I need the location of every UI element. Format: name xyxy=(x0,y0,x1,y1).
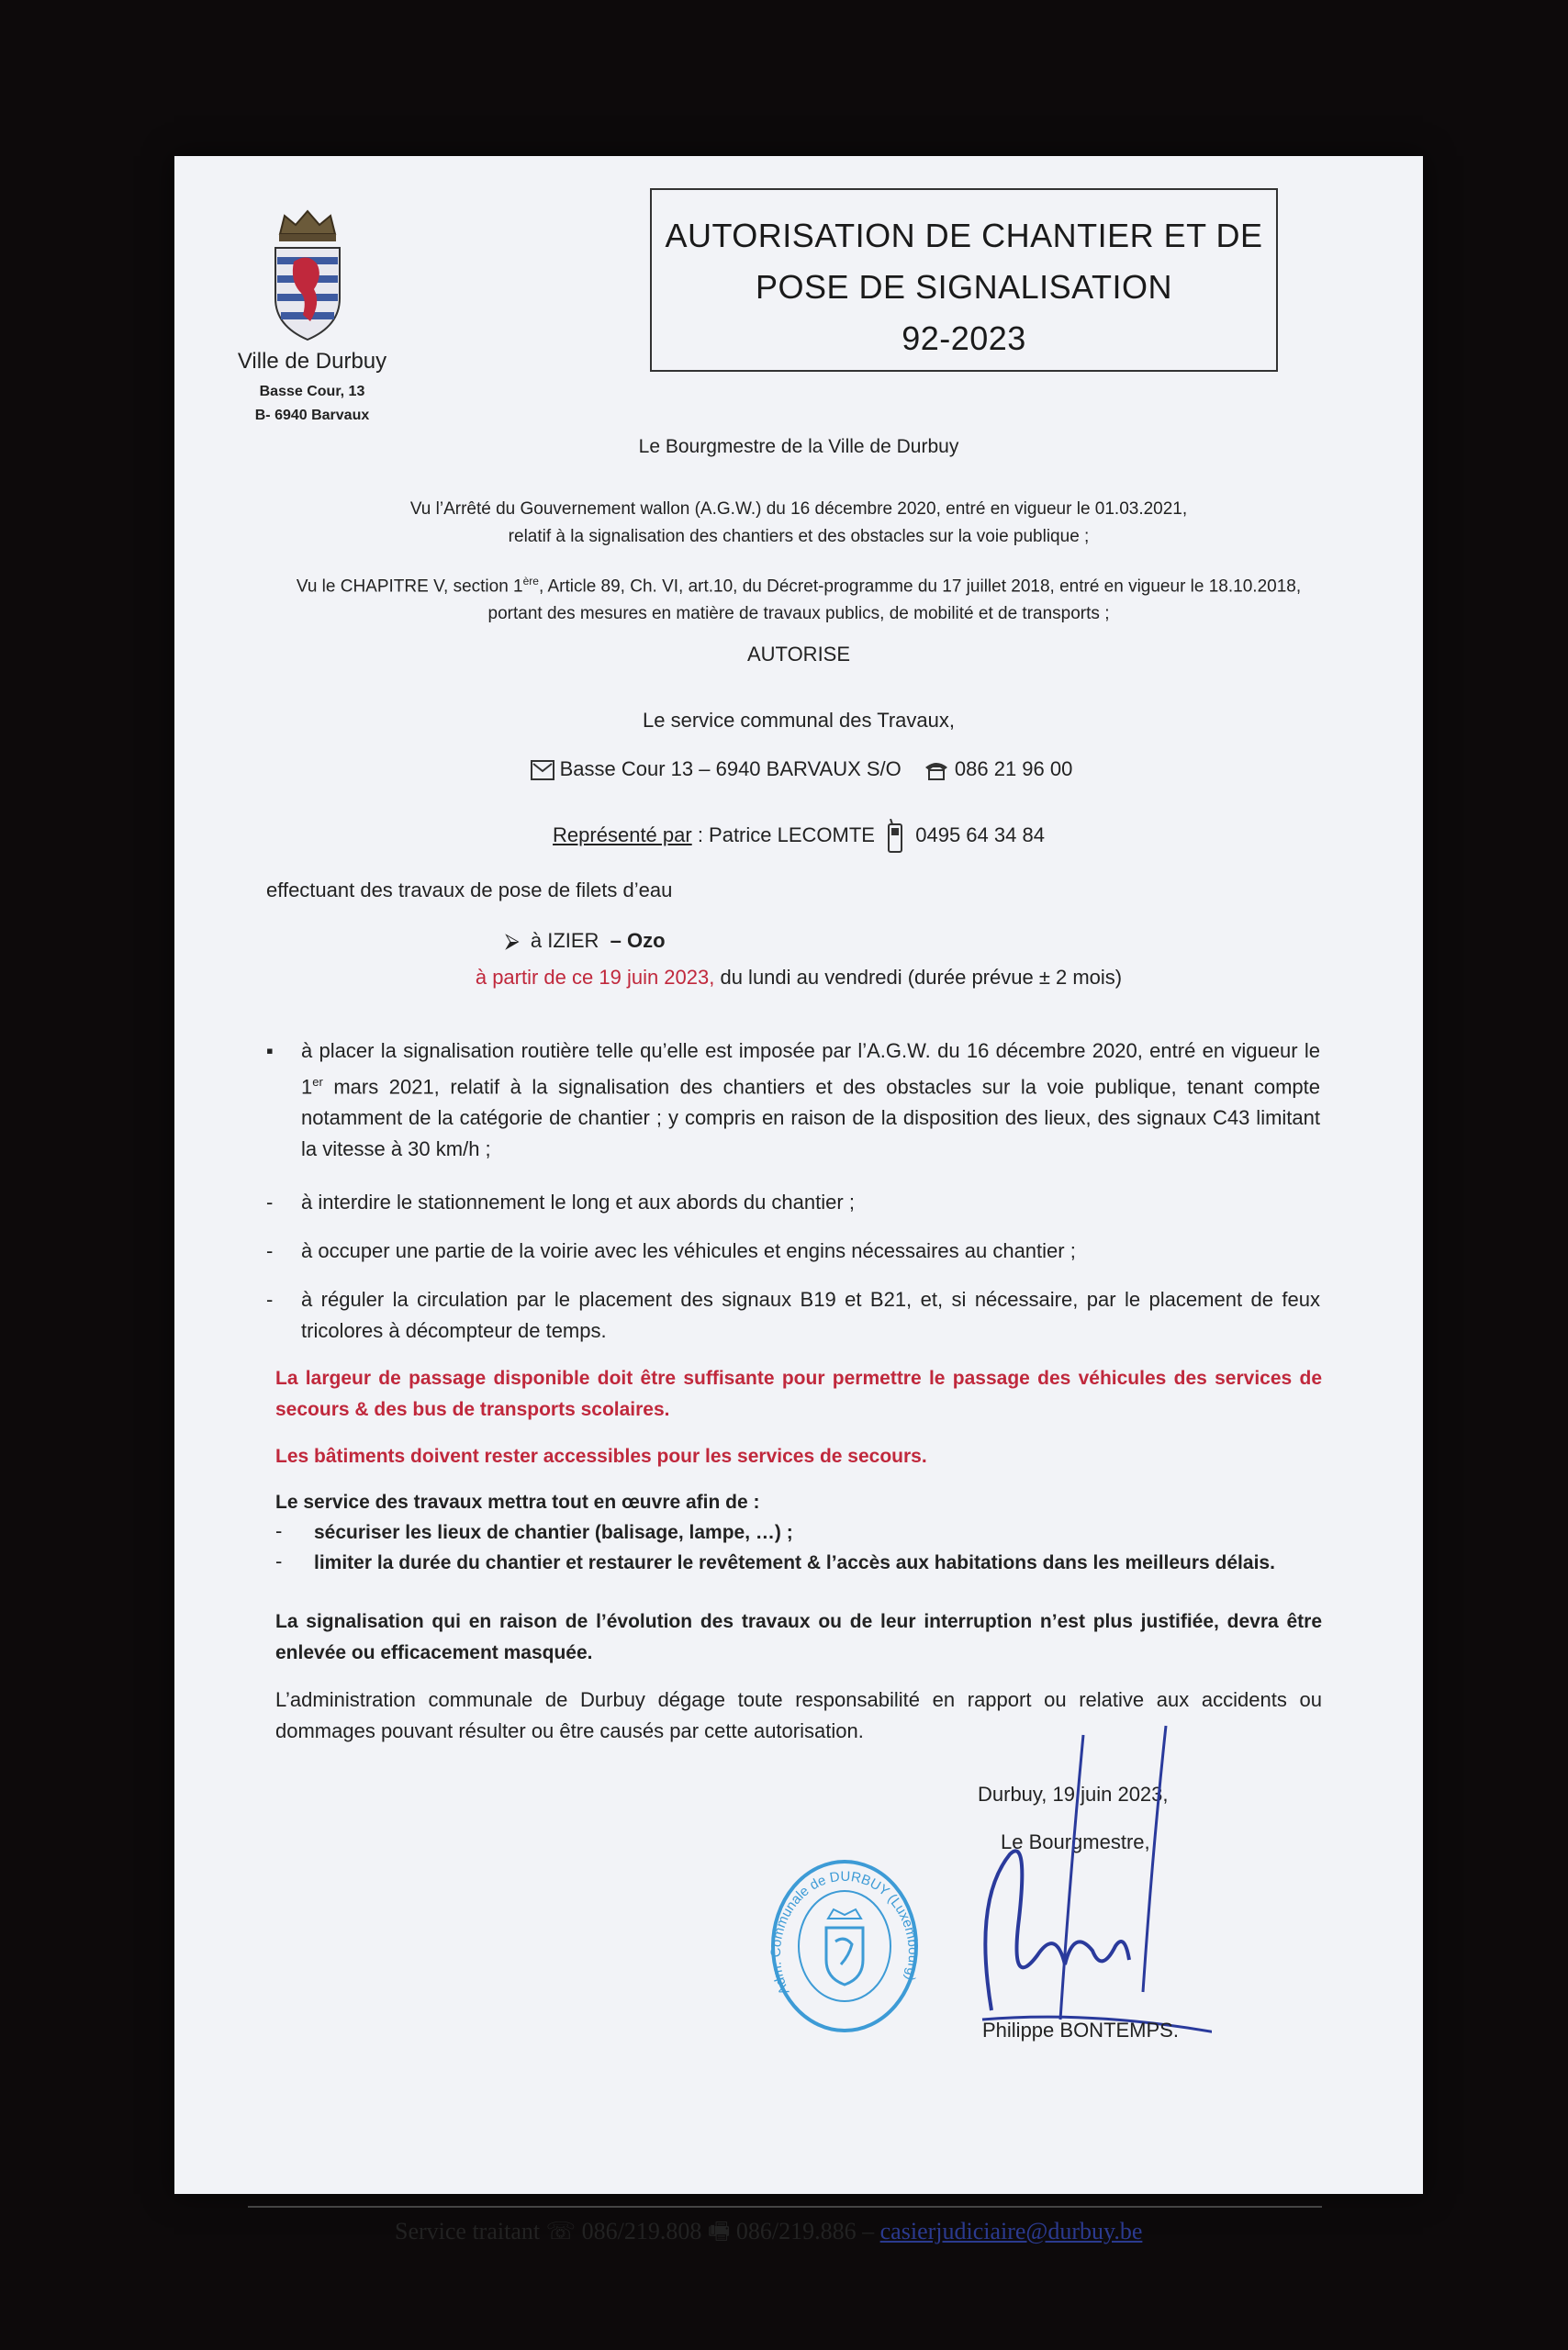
title-line2: POSE DE SIGNALISATION xyxy=(756,268,1172,306)
represented-phone: 0495 64 34 84 xyxy=(915,822,1045,846)
service-phone: 086 21 96 00 xyxy=(954,757,1073,780)
list-item: à placer la signalisation routière telle qu’elle est imposée par l’A.G.W. du 16 décembre 2020, entré en vigueur le 1er mars 2021, relatif à la signalisation des chantiers et des obstacles sur la voie publique, tenant compte notamment de la catégorie de chantier ; y compris en raison de la disposition des lieux, des signaux C43 limitant la vitesse à 30 km/h ; xyxy=(301,1039,1320,1161)
service-item: limiter la durée du chantier et restaurer le revêtement & l’accès aux habitations dans les meilleurs délais. xyxy=(314,1552,1275,1573)
footer-label: Service traitant xyxy=(395,2218,541,2244)
red-notice-buildings: Les bâtiments doivent rester accessibles pour les services de secours. xyxy=(275,1446,927,1467)
svg-text:Adm. Communale de DURBUY (Luxe: Adm. Communale de DURBUY (Luxembourg) xyxy=(767,1868,922,1998)
city-address-line2: B- 6940 Barvaux xyxy=(254,408,370,423)
footer-phone-icon: ☏ xyxy=(545,2218,577,2244)
footer-divider xyxy=(248,2206,1322,2208)
issuer: Le Bourgmestre de la Ville de Durbuy xyxy=(638,436,959,457)
bullet-marker: - xyxy=(266,1191,274,1214)
footer-fax: 086/219.886 xyxy=(735,2218,857,2244)
service-contact xyxy=(174,757,1423,781)
footer xyxy=(395,2214,1142,2255)
document-page xyxy=(174,156,1423,2244)
city-crest-icon xyxy=(266,207,349,344)
list-item: à réguler la circulation par le placement des signaux B19 et B21, et, si nécessaire, par le placement de feux tricolores à décompteur de temps. xyxy=(301,1288,1320,1342)
red-notice-passage: La largeur de passage disponible doit être suffisante pour permettre le passage des véhicules des services de secours & des bus de transports scolaires. xyxy=(275,1368,1322,1420)
signalisation-notice: La signalisation qui en raison de l’évolution des travaux ou de leur interruption n’est plus justifiée, devra être enlevée ou efficacement masquée. xyxy=(275,1611,1322,1663)
representative xyxy=(174,819,1423,854)
bullet-marker: - xyxy=(275,1519,283,1542)
legal-reference-2-line1: Vu le CHAPITRE V, section 1ère, Article 89, Ch. VI, art.10, du Décret-programme du 17 juillet 2018, entré en vigueur le 18.10.2018, xyxy=(296,575,1302,597)
works-description: effectuant des travaux de pose de filets d’eau xyxy=(266,878,673,901)
signatory-role: Le Bourgmestre, xyxy=(1001,1830,1150,1853)
work-schedule: du lundi au vendredi (durée prévue ± 2 mois) xyxy=(714,966,1123,989)
place-date: Durbuy, 19 juin 2023, xyxy=(978,1783,1169,1806)
represented-label: Représenté par xyxy=(553,822,692,846)
official-seal xyxy=(762,1854,927,2038)
location: ⮚ à IZIER – Ozo xyxy=(505,929,666,952)
list-item: à occuper une partie de la voirie avec les véhicules et engins nécessaires au chantier ; xyxy=(301,1239,1076,1262)
bullet-marker: - xyxy=(275,1550,283,1572)
disclaimer: L’administration communale de Durbuy dégage toute responsabilité en rapport ou relative aux accidents ou dommages pouvant résulter ou être causés par cette autorisation. xyxy=(275,1688,1322,1742)
service-address: Basse Cour 13 – 6940 BARVAUX S/O xyxy=(559,757,902,780)
arrow-icon: ⮚ xyxy=(505,929,531,952)
city-address-line1: Basse Cour, 13 xyxy=(259,384,365,399)
handwritten-signature xyxy=(955,1717,1212,2047)
document-title-box xyxy=(650,188,1278,372)
footer-email-link[interactable]: casierjudiciaire@durbuy.be xyxy=(879,2218,1143,2244)
city-header xyxy=(211,349,413,428)
title-line3: 92-2023 xyxy=(902,319,1026,357)
service-name: Le service communal des Travaux, xyxy=(643,709,955,732)
autorise-heading: AUTORISE xyxy=(746,643,851,666)
bullet-marker: - xyxy=(266,1239,274,1262)
signatory-name: Philippe BONTEMPS. xyxy=(982,2019,1179,2042)
service-intro: Le service des travaux mettra tout en œuvre afin de : xyxy=(275,1492,760,1513)
legal-reference-2 xyxy=(174,567,1423,628)
bullet-marker: ▪ xyxy=(266,1039,274,1062)
work-period xyxy=(174,966,1423,990)
footer-fax-icon: 🖷 xyxy=(707,2218,731,2244)
legal-reference-1 xyxy=(174,496,1423,551)
footer-phone: 086/219.808 xyxy=(581,2218,702,2244)
start-date: à partir de ce 19 juin 2023, xyxy=(475,966,715,989)
legal-reference-2-line2: portant des mesures en matière de travaux publics, de mobilité et de transports ; xyxy=(487,604,1110,624)
phone-icon xyxy=(924,760,949,780)
legal-reference-1-line2: relatif à la signalisation des chantiers et des obstacles sur la voie publique ; xyxy=(508,527,1090,546)
mail-icon xyxy=(531,760,554,780)
title-line1: AUTORISATION DE CHANTIER ET DE xyxy=(665,217,1263,254)
list-item: à interdire le stationnement le long et aux abords du chantier ; xyxy=(301,1191,855,1214)
mobile-phone-icon xyxy=(886,819,904,854)
represented-name: : Patrice LECOMTE xyxy=(691,822,875,846)
footer-dash: – xyxy=(862,2218,875,2244)
legal-reference-1-line1: Vu l’Arrêté du Gouvernement wallon (A.G.W.) du 16 décembre 2020, entré en vigueur le 01.03.2021, xyxy=(409,499,1188,519)
service-item: sécuriser les lieux de chantier (balisage, lampe, …) ; xyxy=(314,1522,793,1543)
city-name: Ville de Durbuy xyxy=(237,349,387,374)
bullet-marker: - xyxy=(266,1288,274,1311)
